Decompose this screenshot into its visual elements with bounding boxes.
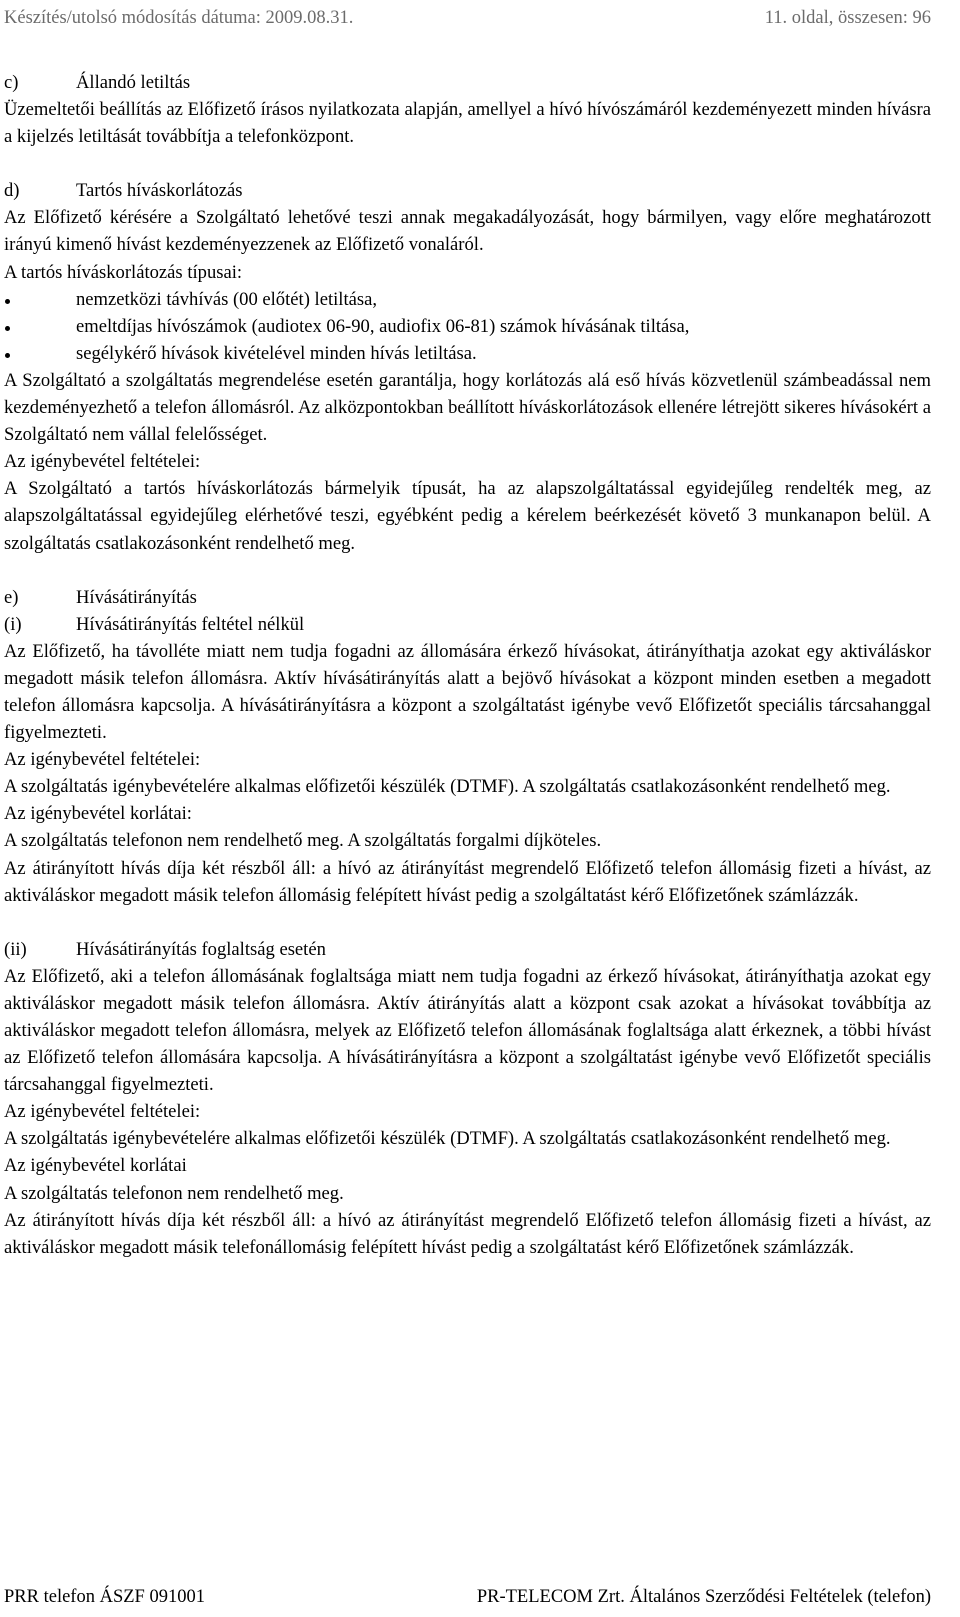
footer-document-title: PR-TELECOM Zrt. Általános Szerződési Feltételek (telefon) [476,1586,931,1607]
section-d-intro: Az Előfizető kérésére a Szolgáltató lehetővé teszi annak megakadályozását, hogy bármilyen, vagy előre meghatározott irányú kimenő hívást kezdeményezzenek az Előfizető vonaláról. [4,207,931,256]
bullet-icon [5,353,10,358]
section-c-heading [4,69,931,96]
subsection-ii-label: (ii) [4,938,27,960]
list-item [4,340,931,367]
list-item-text: segélykérő hívások kivételével minden hívás letiltása. [76,342,477,364]
subsection-i-fee: Az átirányított hívás díja két részből áll: a hívó az átirányítást megrendelő Előfizető telefon állomásig fizeti a hívást, az aktiváláskor megadott másik telefon állomásig felépített hívást pedig a szolgáltatást kérő Előfizetőnek számlázzák. [4,857,931,906]
header-date: Készítés/utolsó módosítás dátuma: 2009.08.31. [4,7,354,28]
subsection-i-limits-heading: Az igénybevétel korlátai: [4,803,192,825]
section-d-heading [4,177,931,204]
section-d-conditions-heading: Az igénybevétel feltételei: [4,451,201,473]
section-d-conditions: A Szolgáltató a tartós híváskorlátozás bármelyik típusát, ha az alapszolgáltatással egyidejűleg rendelték meg, az alapszolgáltatással egyidejűleg elérhetővé teszi, egyébként pedig a kérelem beérkezését követő 3 munkanapon belül. A szolgáltatás csatlakozásonként rendelhető meg. [4,478,931,554]
subsection-ii-fee: Az átirányított hívás díja két részből áll: a hívó az átirányítást megrendelő Előfizető telefon állomásig fizeti a hívást, az aktiváláskor megadott másik telefonállomásig felépített hívást pedig a szolgáltatást kérő Előfizetőnek számlázzák. [4,1209,931,1258]
subsection-i-body: Az Előfizető, ha távolléte miatt nem tudja fogadni az állomására érkező hívásokat, átirányíthatja azokat egy aktiváláskor megadott másik telefon állomásra. Aktív hívásátirányítás alatt a bejövő hívásokat a központ minden esetben a megadott telefon állomásra kapcsolja. A hívásátirányításra a központ a szolgáltatást igénybe vevő Előfizetőt speciális tárcsahanggal figyelmezteti. [4,640,931,744]
list-item [4,313,931,340]
list-item-text: emeltdíjas hívószámok (audiotex 06-90, audiofix 06-81) számok hívásának tiltása, [76,315,690,337]
page-footer [4,1585,931,1609]
subsection-i-limits: A szolgáltatás telefonon nem rendelhető meg. A szolgáltatás forgalmi díjköteles. [4,830,602,852]
bullet-icon [5,299,10,304]
subsection-ii-limits-heading: Az igénybevétel korlátai [4,1155,187,1177]
section-d-types-heading: A tartós híváskorlátozás típusai: [4,261,243,283]
section-d-label: d) [4,180,20,202]
section-c-title: Állandó letiltás [76,72,191,93]
page-content [4,69,931,1261]
section-c-body: Üzemeltetői beállítás az Előfizető írásos nyilatkozata alapján, amellyel a hívó hívószámáról kezdeményezett minden hívásra a kijelzés letiltását továbbítja a telefonközpont. [4,99,931,148]
subsection-ii-body: Az Előfizető, aki a telefon állomásának foglaltsága miatt nem tudja fogadni az érkező hívásokat, átirányíthatja azokat egy aktiváláskor megadott másik telefon állomásra. Aktív átirányítás alatt a központ csak azokat a hívásokat továbbítja az aktiváláskor megadott telefon állomásra, melyek az Előfizető telefon állomásának foglaltsága alatt érkeznek, a többi hívást az Előfizető telefon állomására kapcsolja. A hívásátirányításra a központ a szolgáltatást igénybe vevő Előfizetőt speciális tárcsahanggal figyelmezteti. [4,965,931,1096]
subsection-ii-heading [4,936,931,963]
spacer [4,150,931,177]
bullet-icon [5,326,10,331]
subsection-ii-title: Hívásátirányítás foglaltság esetén [76,938,326,960]
spacer [4,557,931,584]
list-item [4,286,931,313]
section-e-heading [4,584,931,611]
list-item-text: nemzetközi távhívás (00 előtét) letiltása, [76,288,378,310]
section-e-title: Hívásátirányítás [76,586,197,608]
subsection-i-conditions: A szolgáltatás igénybevételére alkalmas előfizetői készülék (DTMF). A szolgáltatás csatlakozásonként rendelhető meg. [4,776,891,798]
spacer [4,909,931,936]
subsection-i-title: Hívásátirányítás feltétel nélkül [76,613,305,635]
subsection-i-label: (i) [4,613,22,635]
subsection-i-conditions-heading: Az igénybevétel feltételei: [4,749,201,771]
section-d-title: Tartós híváskorlátozás [76,180,243,202]
section-e-label: e) [4,586,19,608]
footer-document-id: PRR telefon ÁSZF 091001 [4,1586,205,1607]
subsection-ii-limits: A szolgáltatás telefonon nem rendelhető meg. [4,1182,344,1204]
page-header [4,6,931,30]
subsection-i-heading [4,611,931,638]
section-c-label: c) [4,72,19,93]
section-d-guarantee: A Szolgáltató a szolgáltatás megrendelése esetén garantálja, hogy korlátozás alá eső hívás közvetlenül számbeadással nem kezdeményezhető a telefon állomásról. Az alközpontokban beállított híváskorlátozások ellenére létrejött sikeres hívásokért a Szolgáltató nem vállal felelősséget. [4,369,931,446]
subsection-ii-conditions: A szolgáltatás igénybevételére alkalmas előfizetői készülék (DTMF). A szolgáltatás csatlakozásonként rendelhető meg. [4,1128,891,1150]
subsection-ii-conditions-heading: Az igénybevétel feltételei: [4,1101,201,1123]
restriction-types-list [4,286,931,367]
header-page-number: 11. oldal, összesen: 96 [764,7,931,28]
